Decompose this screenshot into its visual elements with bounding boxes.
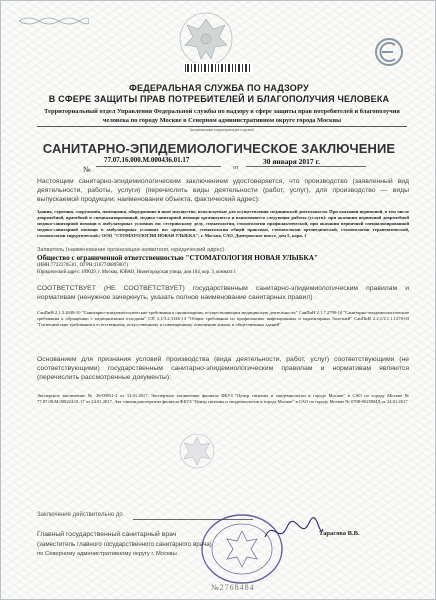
serial-number: №2768484: [211, 583, 255, 592]
applicant-address: Юридический адрес: 109029, г. Москва, ЮВАО, Нижегородская улица, дом 104, кор. 3, комната 1: [37, 270, 237, 275]
signer-region: по Северному административному округу г. Москвы: [37, 551, 177, 557]
agency-title-line1: ФЕДЕРАЛЬНАЯ СЛУЖБА ПО НАДЗОРУ: [129, 83, 309, 93]
activity-text: Здания, строения, сооружения, помещения, оборудование и иное имущество, используемые для осуществления медицинской деятельности. При оказании первичной, в том числе доврачебной, врачебной и специализированной, медико-санитарной помощи организуются и выполняются следующие работы (услуги): при оказании первичной доврачебной медико-санитарной помощи в амбулаторных условиях по: сестринскому делу, стоматологии, стоматологии профилактической, при оказании первичной специализированной медико-санитарной помощи в амбулаторных условиях по: ортодонтии, стоматологии общей практики, стоматологии ортопедической, стоматологии терапевтической, стоматологии хирургической.; ООО "СТОМАТОЛОГИЯ НОВАЯ УЛЫБКА"; г. Москва, САО, Дмитровское шоссе, дом 5, корп. 1: [37, 209, 409, 238]
date-underline: [246, 166, 366, 167]
basis-paragraph: Основанием для признания условий производства (вида деятельности, работ, услуг) соответствующими (не соответствующими) государственным санитарно-эпидемиологическим правилам и нормативам являются (перечислить рассмотренные документы):: [37, 356, 409, 381]
applicant-caption: Заявитель (наименование организации-заявителя, юридический адрес): [37, 247, 225, 253]
applicant-ids: (ИНН:7722376510 , ОГРН:1167746895007): [37, 263, 128, 268]
signer-title: Главный государственный санитарный врач: [37, 531, 177, 538]
territorial-office: Территориальный отдел Управления Федеральной службы по надзору в сфере защиты прав потребителей и благополучия человека по городу Москве в Северном административном округе города Москвы: [44, 108, 400, 124]
signer-name: Тарасова В.В.: [319, 530, 360, 537]
number-label: №: [83, 165, 91, 174]
document-number: 77.07.16.000.М.000436.01.17: [104, 156, 190, 164]
document-title: САНИТАРНО-ЭПИДЕМИОЛОГИЧЕСКОЕ ЗАКЛЮЧЕНИЕ: [42, 141, 396, 156]
sanitary-norms-text: СанПиН 2.1.3.2630-10 "Санитарно-эпидемиологические требования к организациям, осуществляющим медицинскую деятельность" СанПиН 2.1.7.2790-10 "Санитарно-эпидемиологические требования к обращению с медицинскими отходами" СП 3.1/3.2.3146-13 "Общие требования по профилактике инфекционных и паразитарных болезней" СанПиН 2.2.1/2.1.1.1278-03 "Гигиенические требования к естественному, искусственному и совмещенному освещению жилых и общественных зданий": [37, 310, 409, 327]
signature-scribble-icon: [263, 515, 325, 545]
embossed-seal-icon: [177, 431, 217, 471]
sanepid-logo-icon: [373, 37, 405, 67]
agency-title-line2: В СФЕРЕ ЗАЩИТЫ ПРАВ ПОТРЕБИТЕЛЕЙ И БЛАГОПОЛУЧИЯ ЧЕЛОВЕКА: [48, 94, 390, 104]
basis-documents-text: Экспертное заключение № 26-00051-2 от 12.01.2017, Экспертное заключение филиала ФБУЗ "Центр гигиены и эпидемиологии в городе Москве" в САО по городу Москве № 77.07.08.М.000224.01.17 от 24.01.2017, Акт санэпидэкспертизы филиала ФБУЗ "Центр гигиены и эпидемиологии в городе Москве" в САО по городу Москве № 0708-00259МД от 24.01.2017: [37, 393, 409, 404]
state-emblem-icon: [173, 9, 239, 69]
conformity-paragraph: СООТВЕТСТВУЕТ (НЕ СООТВЕТСТВУЕТ) государственным санитарно-эпидемиологическим правилам и нормативам (ненужное зачеркнуть, указать полное наименование санитарных правил): [37, 285, 409, 301]
date-from-label: от: [233, 165, 239, 171]
signer-caption: (заместитель главного государственного санитарного врача): [37, 541, 212, 548]
validity-caption: Заключение действительно до: [37, 512, 123, 518]
certify-paragraph: Настоящим санитарно-эпидемиологическим заключением удостоверяется, что производство (заявленный вид деятельности, работы, услуги) (перечислить виды деятельности (работ, услуг), для производство — виды выпускаемой продукции; наименование объекта, фактический адрес):: [37, 178, 409, 203]
applicant-name: Общество с ограниченной ответственностью "СТОМАТОЛОГИЯ НОВАЯ УЛЫБКА": [37, 254, 318, 262]
territorial-caption: (наименование территориального органа): [190, 128, 254, 132]
number-underline: [96, 166, 221, 167]
document-date: 30 января 2017 г.: [263, 157, 320, 166]
ornament-left-icon: [19, 15, 89, 27]
territorial-underline: [37, 126, 407, 127]
barcode-icon: [183, 63, 253, 73]
